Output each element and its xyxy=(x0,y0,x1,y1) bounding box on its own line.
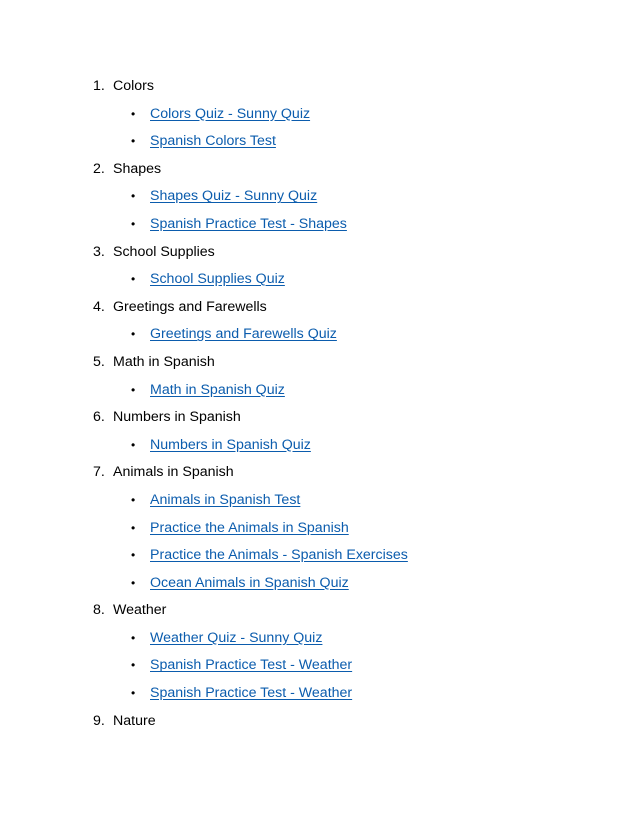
list-item-topic xyxy=(0,294,638,322)
bullet-icon: • xyxy=(131,106,136,121)
list-item-link xyxy=(0,128,638,156)
list-item-link xyxy=(0,515,638,543)
list-item-topic xyxy=(0,708,638,736)
list-item-link xyxy=(0,542,638,570)
bullet-icon: • xyxy=(131,686,136,701)
list-item-link xyxy=(0,377,638,405)
topic-number: 6. xyxy=(93,409,105,426)
topic-label: Weather xyxy=(113,602,167,619)
bullet-icon: • xyxy=(131,327,136,342)
list-item-topic xyxy=(0,349,638,377)
bullet-icon: • xyxy=(131,189,136,204)
topic-number: 5. xyxy=(93,353,105,370)
bullet-icon: • xyxy=(131,520,136,535)
topic-label: School Supplies xyxy=(113,243,215,260)
bullet-icon: • xyxy=(131,492,136,507)
topic-number: 4. xyxy=(93,298,105,315)
bullet-icon: • xyxy=(131,630,136,645)
quiz-link[interactable]: Greetings and Farewells Quiz xyxy=(150,326,337,343)
list-item-topic xyxy=(0,73,638,101)
list-item-link xyxy=(0,183,638,211)
quiz-link[interactable]: Numbers in Spanish Quiz xyxy=(150,436,311,453)
topic-list xyxy=(0,73,638,735)
list-item-topic xyxy=(0,239,638,267)
topic-number: 7. xyxy=(93,464,105,481)
list-item-link xyxy=(0,570,638,598)
list-item-link xyxy=(0,625,638,653)
quiz-link[interactable]: Ocean Animals in Spanish Quiz xyxy=(150,574,349,591)
bullet-icon: • xyxy=(131,134,136,149)
quiz-link[interactable]: Spanish Colors Test xyxy=(150,133,276,150)
list-item-topic xyxy=(0,597,638,625)
list-item-link xyxy=(0,652,638,680)
list-item-link xyxy=(0,432,638,460)
quiz-link[interactable]: Math in Spanish Quiz xyxy=(150,381,285,398)
topic-label: Greetings and Farewells xyxy=(113,298,267,315)
quiz-link[interactable]: Spanish Practice Test - Shapes xyxy=(150,215,347,232)
topic-number: 3. xyxy=(93,243,105,260)
list-item-link xyxy=(0,680,638,708)
topic-number: 2. xyxy=(93,160,105,177)
quiz-link[interactable]: Spanish Practice Test - Weather xyxy=(150,657,353,674)
quiz-link[interactable]: Weather Quiz - Sunny Quiz xyxy=(150,629,323,646)
quiz-link[interactable]: Practice the Animals in Spanish xyxy=(150,519,349,536)
quiz-link[interactable]: Shapes Quiz - Sunny Quiz xyxy=(150,188,318,205)
bullet-icon: • xyxy=(131,548,136,563)
quiz-link[interactable]: Colors Quiz - Sunny Quiz xyxy=(150,105,311,122)
bullet-icon: • xyxy=(131,658,136,673)
list-item-link xyxy=(0,487,638,515)
topic-label: Numbers in Spanish xyxy=(113,409,241,426)
list-item-link xyxy=(0,211,638,239)
list-item-topic xyxy=(0,404,638,432)
topic-number: 9. xyxy=(93,712,105,729)
bullet-icon: • xyxy=(131,437,136,452)
topic-label: Math in Spanish xyxy=(113,353,215,370)
quiz-link[interactable]: Animals in Spanish Test xyxy=(150,491,301,508)
topic-number: 8. xyxy=(93,602,105,619)
list-item-link xyxy=(0,101,638,129)
topic-label: Animals in Spanish xyxy=(113,464,234,481)
topic-label: Colors xyxy=(113,78,154,94)
list-item-link xyxy=(0,266,638,294)
list-item-link xyxy=(0,321,638,349)
list-item-topic xyxy=(0,459,638,487)
quiz-link[interactable]: School Supplies Quiz xyxy=(150,271,285,288)
topic-number: 1. xyxy=(93,78,105,94)
quiz-link[interactable]: Spanish Practice Test - Weather xyxy=(150,685,353,702)
topic-label: Nature xyxy=(113,712,156,729)
bullet-icon: • xyxy=(131,575,136,590)
bullet-icon: • xyxy=(131,272,136,287)
bullet-icon: • xyxy=(131,382,136,397)
list-item-topic xyxy=(0,156,638,184)
quiz-link[interactable]: Practice the Animals - Spanish Exercises xyxy=(150,547,408,564)
bullet-icon: • xyxy=(131,216,136,231)
topic-label: Shapes xyxy=(113,160,162,177)
